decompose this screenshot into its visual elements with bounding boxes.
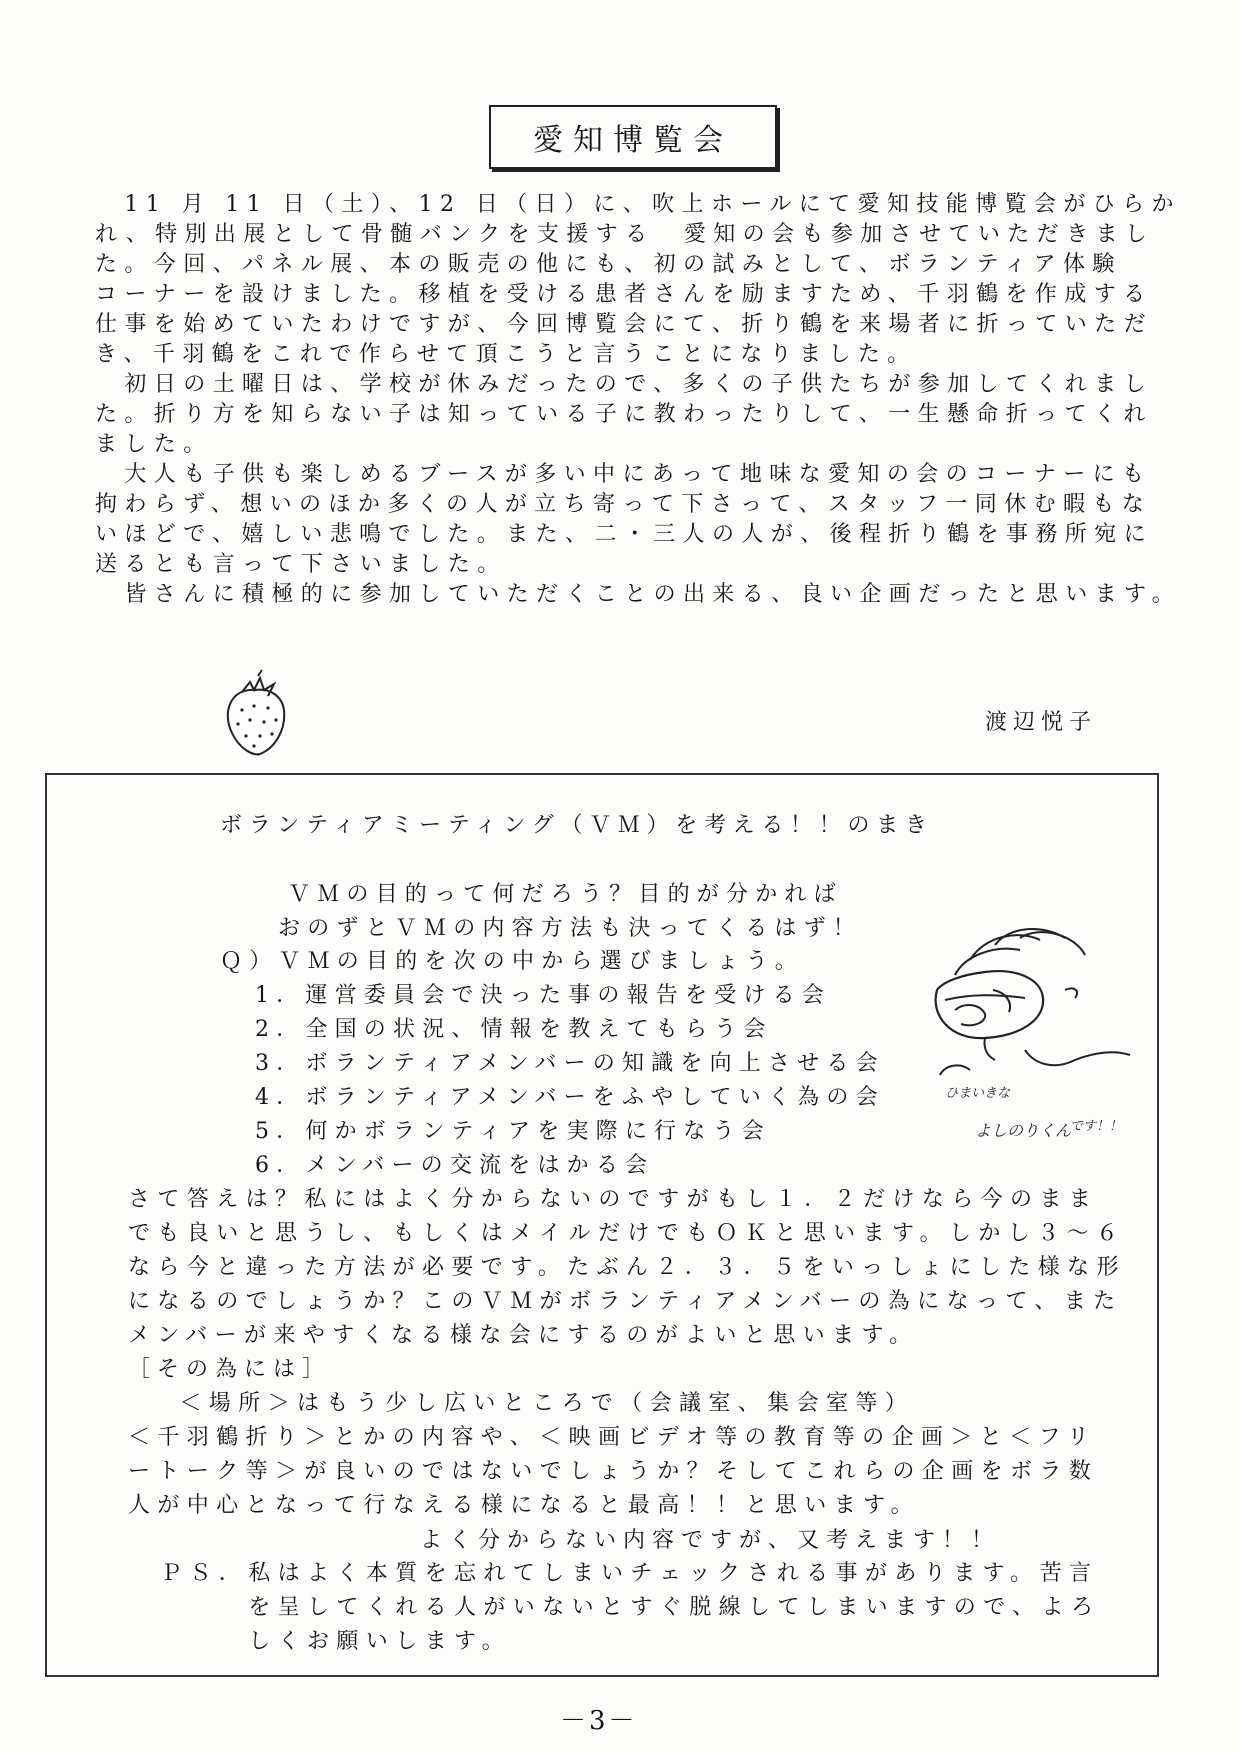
vm-answer-line: でも良いと思うし、もしくはメイルだけでもＯＫと思います。しかし３～６: [128, 1221, 1126, 1246]
article-line: 大人も子供も楽しめるブースが多い中にあって地味な愛知の会のコーナーにも: [95, 462, 1152, 487]
article-line: れ、特別出展として骨髄バンクを支援する 愛知の会も参加させていただきまし: [95, 222, 1155, 247]
vm-plan-line: ＜場所＞はもう少し広いところで（会議室、集会室等）: [150, 1391, 915, 1416]
vm-answer: [128, 1183, 1138, 1353]
article-line: いほどで、嬉しい悲鳴でした。また、二・三人の人が、後程折り鶴を事務所宛に: [95, 522, 1153, 547]
article-line: ました。: [95, 432, 213, 457]
vm-intro: [278, 878, 863, 946]
article-line: た。折り方を知らない子は知っている子に教わったりして、一生懸命折ってくれ: [95, 402, 1153, 427]
article-line: 拘わらず、想いのほか多くの人が立ち寄って下さって、スタッフ一同休む暇もな: [95, 492, 1152, 517]
vm-title: ボランティアミーティング（ＶＭ）を考える！！のまき: [220, 813, 934, 838]
article-line: き、千羽鶴をこれで作らせて頂こうと言うことになりました。: [95, 342, 917, 367]
vm-answer-line: さて答えは？私にはよく分からないのですがもし１．２だけなら今のまま: [128, 1187, 1099, 1212]
vm-plan-line: ＜千羽鶴折り＞とかの内容や、＜映画ビデオ等の教育等の企画＞と＜フリ: [128, 1425, 1097, 1450]
doodle-note: ひまいきな: [945, 1086, 1011, 1101]
vm-option: 2．全国の状況、情報を教えてもらう会: [255, 1017, 773, 1042]
vm-options-list: [255, 979, 885, 1183]
vm-plan: [128, 1387, 1138, 1523]
vm-ps: [160, 1557, 1140, 1659]
article-line: 11 月 11 日（土）、12 日（日）に、吹上ホールにて愛知技能博覧会がひらか: [95, 192, 1181, 217]
vm-answer-line: になるのでしょうか？このＶＭがボランティアメンバーの為になって、また: [128, 1289, 1123, 1314]
face-doodle-icon: [925, 920, 1150, 1140]
vm-option: 5．何かボランティアを実際に行なう会: [255, 1119, 771, 1144]
article-author: 渡辺悦子: [985, 710, 1098, 735]
doodle-note: です！！: [1070, 1119, 1123, 1134]
article-line: た。今回、パネル展、本の販売の他にも、初の試みとして、ボランティア体験: [95, 252, 1122, 277]
page-number: －3－: [560, 1706, 638, 1736]
article-line: 初日の土曜日は、学校が休みだったので、多くの子供たちが参加してくれまし: [95, 372, 1153, 397]
article-line: コーナーを設けました。移植を受ける患者さんを励ますため、千羽鶴を作成する: [95, 282, 1153, 307]
vm-answer-line: なら今と違った方法が必要です。たぶん２．３．５をいっしょにした様な形: [128, 1255, 1126, 1280]
vm-option: 6．メンバーの交流をはかる会: [255, 1153, 655, 1178]
doodle-note: よしのりくん: [975, 1121, 1072, 1140]
vm-question: Ｑ）ＶＭの目的を次の中から選びましょう。: [220, 949, 805, 974]
vm-option: 4．ボランティアメンバーをふやしていく為の会: [255, 1085, 885, 1110]
vm-intro-line: おのずとＶＭの内容方法も決ってくるはず！: [278, 916, 863, 941]
vm-closing: よく分からない内容ですが、又考えます！！: [420, 1528, 1001, 1553]
vm-answer-line: メンバーが来やすくなる様な会にするのがよいと思います。: [128, 1323, 919, 1348]
vm-section-label: ［その為には］: [128, 1357, 332, 1382]
vm-plan-line: 人が中心となって行なえる様になると最高！！と思います。: [128, 1493, 921, 1518]
vm-ps-line: ＰＳ．私はよく本質を忘れてしまいチェックされる事があります。苦言: [160, 1561, 1099, 1586]
article-line: 仕事を始めていたわけですが、今回博覧会にて、折り鶴を来場者に折っていただ: [95, 312, 1153, 337]
vm-option: 3．ボランティアメンバーの知識を向上させる会: [255, 1051, 885, 1076]
article-title: 愛知博覧会: [489, 105, 777, 169]
article-body: [95, 190, 1182, 610]
vm-ps-line: しくお願いします。: [160, 1629, 512, 1654]
article-line: 皆さんに積極的に参加していただくことの出来る、良い企画だったと思います。: [95, 582, 1182, 607]
strawberry-icon: [220, 668, 290, 758]
vm-option: 1．運営委員会で決った事の報告を受ける会: [255, 983, 831, 1008]
article-line: 送るとも言って下さいました。: [95, 552, 507, 577]
vm-intro-line: ＶＭの目的って何だろう？目的が分かれば: [288, 882, 843, 907]
vm-ps-line: を呈してくれる人がいないとすぐ脱線してしまいますので、よろ: [160, 1595, 1101, 1620]
vm-plan-line: ートーク等＞が良いのではないでしょうか？そしてこれらの企画をボラ数: [128, 1459, 1099, 1484]
